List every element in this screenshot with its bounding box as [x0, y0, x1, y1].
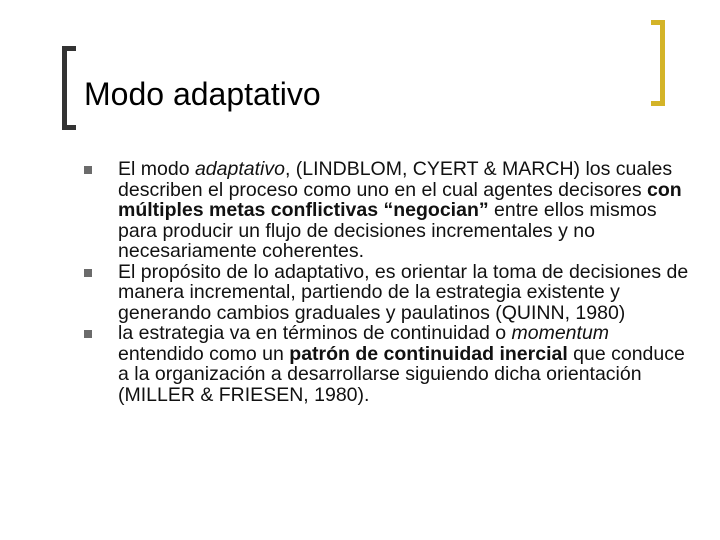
bullet-item-1: [84, 159, 694, 262]
text-segment-bold: con múltiples metas conflictivas “negocian”: [118, 178, 682, 221]
bullet-item-3: [84, 323, 694, 405]
text-segment: entre ellos mismos para producir un flujo de decisiones incrementales y no necesariamente coherentes.: [118, 199, 657, 262]
square-bullet-icon: [84, 166, 92, 174]
bullet-text-1: [118, 159, 694, 262]
square-bullet-icon: [84, 269, 92, 277]
text-segment: El modo: [118, 158, 195, 180]
text-segment-italic: adaptativo: [194, 158, 285, 180]
square-bullet-icon: [84, 330, 92, 338]
right-bracket-decoration: [651, 20, 665, 106]
text-segment-italic: momentum: [511, 322, 610, 344]
text-segment: la estrategia va en términos de continuidad o: [118, 322, 512, 344]
text-segment: que conduce a la organización a desarrollarse siguiendo dicha orientación (MILLER & FRIESEN, 1980).: [118, 342, 685, 406]
bullet-text-3: [118, 323, 694, 405]
bullet-list: [84, 159, 694, 405]
bullet-text-2: El propósito de lo adaptativo, es orientar la toma de decisiones de manera incremental, partiendo de la estrategia existente y generando cambios graduales y paulatinos (QUINN, 1980): [118, 260, 689, 324]
bullet-item-2: [84, 262, 694, 324]
left-bracket-decoration: [62, 46, 76, 130]
text-segment: , (LINDBLOM, CYERT & MARCH) los cuales describen el proceso como uno en el cual agentes decisores: [118, 158, 673, 201]
slide-title: Modo adaptativo: [84, 76, 321, 112]
text-segment-bold: patrón de continuidad inercial: [289, 342, 568, 365]
text-segment: entendido como un: [118, 342, 290, 365]
